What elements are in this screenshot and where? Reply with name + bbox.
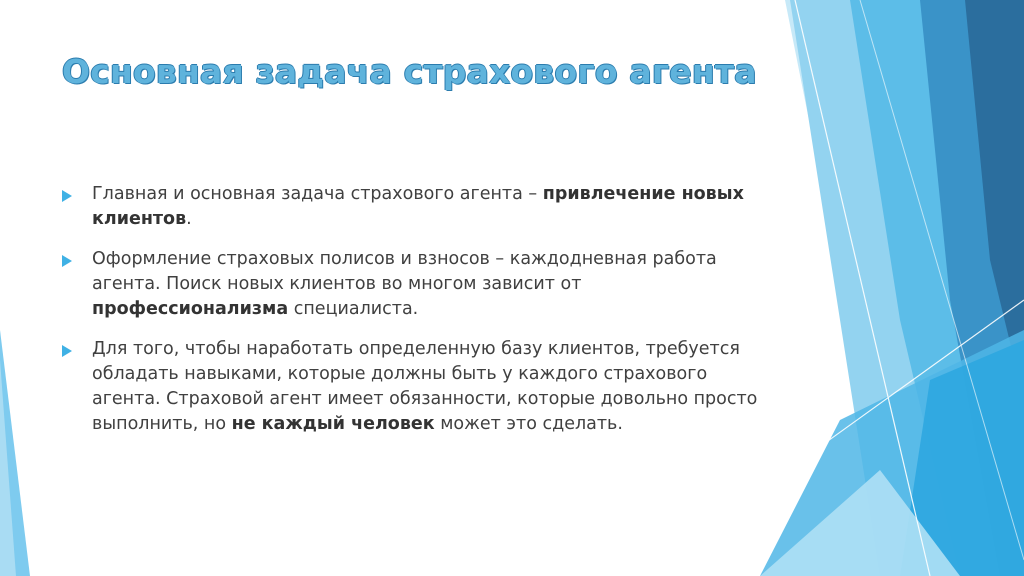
arrow-bullet-icon [62, 345, 72, 357]
slide-title: Основная задача страхового агента [62, 52, 757, 91]
bullet-text: специалиста. [288, 299, 419, 319]
arrow-bullet-icon [62, 190, 72, 202]
bullet-text: Главная и основная задача страхового агента – [92, 184, 543, 204]
bullet-item [62, 247, 762, 322]
bullet-bold-text: профессионализма [92, 299, 289, 319]
bullet-item [62, 182, 762, 232]
bullet-list [62, 182, 762, 452]
bullet-text: может это сделать. [434, 414, 623, 434]
bullet-bold-text: привлечение новых клиентов [92, 184, 744, 229]
bullet-item [62, 337, 762, 437]
bullet-bold-text: не каждый человек [231, 414, 435, 434]
bullet-text: . [186, 209, 192, 229]
arrow-bullet-icon [62, 255, 72, 267]
bullet-text: Оформление страховых полисов и взносов – каждодневная работа агента. Поиск новых клиентов во многом зависит от [92, 249, 717, 294]
bullet-text: Для того, чтобы наработать определенную базу клиентов, требуется обладать навыками, которые должны быть у каждого страхового агента. Страховой агент имеет обязанности, которые довольно просто выполнить, но [92, 339, 758, 434]
